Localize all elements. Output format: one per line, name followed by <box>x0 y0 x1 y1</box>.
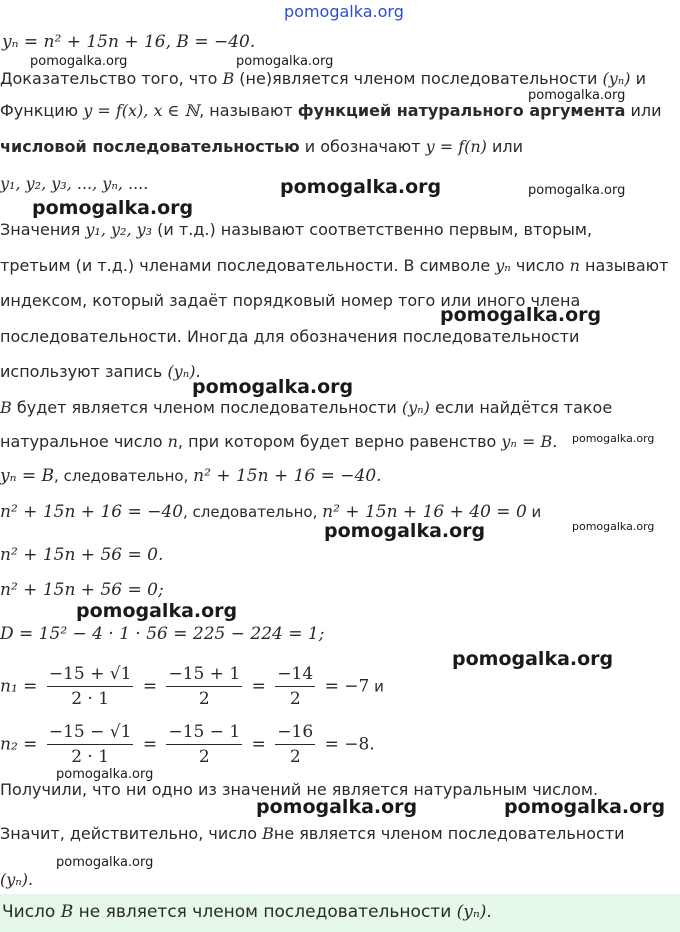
watermark[interactable]: pomogalka.org <box>440 304 602 326</box>
watermark[interactable]: pomogalka.org <box>528 183 626 198</box>
watermark[interactable]: pomogalka.org <box>76 600 238 622</box>
equation-step-4: n² + 15n + 56 = 0; <box>0 580 164 600</box>
n1-fraction-2: $\frac{-15 + 1}{2}$ <box>168 664 241 709</box>
watermark[interactable]: pomogalka.org <box>256 796 418 818</box>
watermark[interactable]: pomogalka.org <box>452 648 614 670</box>
values-line: Значения y₁, y₂, y₃ (и т.д.) называют соответственно первым, вторым, <box>0 220 593 239</box>
watermark[interactable]: pomogalka.org <box>56 767 154 782</box>
n2-fraction-2: $\frac{-15 - 1}{2}$ <box>168 722 241 767</box>
watermark[interactable]: pomogalka.org <box>192 376 354 398</box>
notation-record-line: используют запись (yₙ). <box>0 362 201 381</box>
n1-fraction-3: $\frac{-14}{2}$ <box>277 664 314 709</box>
therefore-line-end: (yₙ). <box>0 870 34 889</box>
watermark[interactable]: pomogalka.org <box>572 520 655 533</box>
therefore-line: Значит, действительно, число Bне является членом последовательности <box>0 824 625 843</box>
natural-number-line: натуральное число n, при котором будет верно равенство yₙ = B. <box>0 432 558 451</box>
n2-fraction-3: $\frac{-16}{2}$ <box>277 722 314 767</box>
discriminant-line: D = 15² − 4 · 1 · 56 = 225 − 224 = 1; <box>0 624 325 644</box>
index-line: индексом, который задаёт порядковый номер того или иного члена <box>0 291 581 310</box>
conclusion-line: Получили, что ни одно из значений не является натуральным числом. <box>0 780 599 799</box>
watermark[interactable]: pomogalka.org <box>56 855 154 870</box>
watermark[interactable]: pomogalka.org <box>528 88 626 103</box>
root-n1-line: n₁ = $\frac{-15 + √1}{2 \cdot 1}$ = $\frac{-15 + 1}{2}$ = $\frac{-14}{2}$ = −7 и <box>0 664 384 709</box>
answer-text: Число B не является членом последовательности (yₙ). <box>2 902 492 922</box>
equation-step-2: n² + 15n + 16 = −40, следовательно, n² + 15n + 16 + 40 = 0 и <box>0 502 542 522</box>
members-line: третьим (и т.д.) членами последовательности. В символе yₙ число n называют <box>0 256 669 275</box>
watermark[interactable]: pomogalka.org <box>504 796 666 818</box>
watermark[interactable]: pomogalka.org <box>572 432 655 445</box>
equation-step-3: n² + 15n + 56 = 0. <box>0 545 164 565</box>
answer-box <box>0 894 680 932</box>
watermark[interactable]: pomogalka.org <box>280 176 442 198</box>
notation-line: последовательности. Иногда для обозначения последовательности <box>0 327 580 346</box>
b-member-line: B будет является членом последовательности (yₙ) если найдётся такое <box>0 398 613 417</box>
n2-fraction-1: $\frac{-15 - √1}{2 \cdot 1}$ <box>48 722 132 767</box>
given-condition: yₙ = n² + 15n + 16, B = −40. <box>2 32 256 52</box>
sequence-definition-line: числовой последовательностью и обозначают y = f(n) или <box>0 137 524 156</box>
function-definition-line: Функцию y = f(x), x ∈ ℕ, называют функцией натурального аргумента или <box>0 101 662 120</box>
equation-step-1: yₙ = B, следовательно, n² + 15n + 16 = −40. <box>0 466 382 486</box>
watermark[interactable]: pomogalka.org <box>30 54 128 69</box>
watermark-top[interactable]: pomogalka.org <box>284 2 404 21</box>
root-n2-line: n₂ = $\frac{-15 - √1}{2 \cdot 1}$ = $\frac{-15 - 1}{2}$ = $\frac{-16}{2}$ = −8. <box>0 722 375 767</box>
n1-fraction-1: $\frac{-15 + √1}{2 \cdot 1}$ <box>48 664 132 709</box>
sequence-list: y₁, y₂, y₃, ..., yₙ, .... <box>0 174 149 193</box>
watermark[interactable]: pomogalka.org <box>236 54 334 69</box>
watermark[interactable]: pomogalka.org <box>32 197 194 219</box>
watermark[interactable]: pomogalka.org <box>324 520 486 542</box>
proof-line: Доказательство того, что B (не)является членом последовательности (yₙ) и <box>0 69 646 88</box>
